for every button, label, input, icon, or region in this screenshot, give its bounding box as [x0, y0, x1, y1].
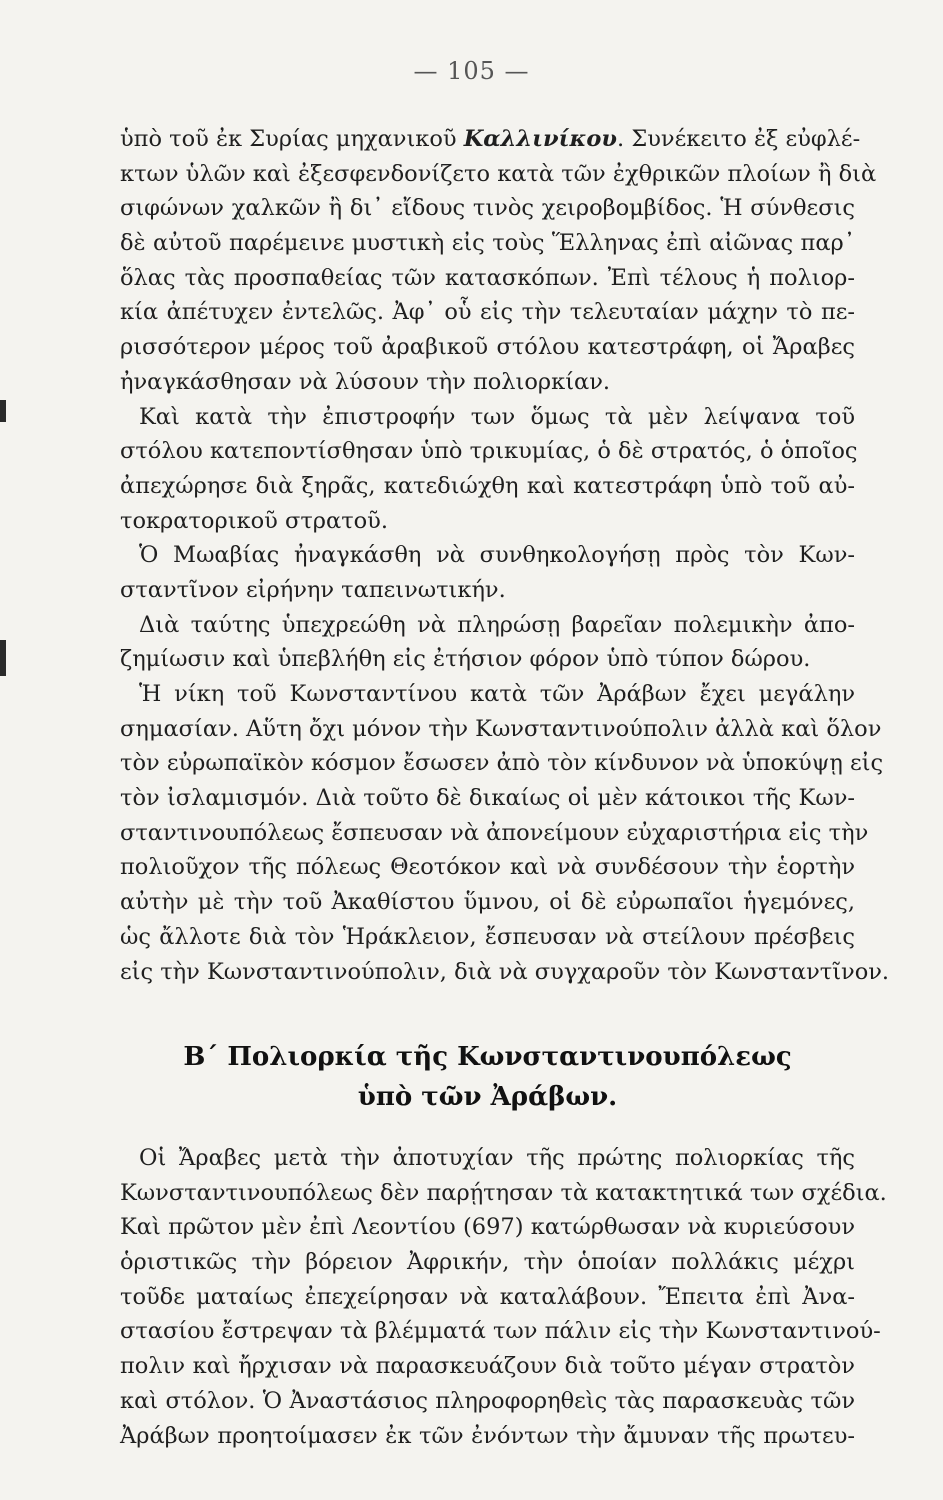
text-run: Καὶ κατὰ τὴν ἐπιστροφήν των ὅμως τὰ μὲν λείψανα τοῦ [139, 403, 855, 430]
text-line [120, 1245, 855, 1280]
text-run: στασίου ἔστρεψαν τὰ βλέμματά των πάλιν εἰς τὴν Κωνσταντινού- [120, 1318, 881, 1345]
text-run: σταντῖνον εἰρήνην ταπεινωτικήν. [120, 576, 506, 603]
text-line [120, 1349, 855, 1384]
text-run: κία ἀπέτυχεν ἐντελῶς. Ἀφ᾽ οὗ εἰς τὴν τελευταίαν μάχην τὸ πε- [120, 299, 855, 326]
text-run: τοκρατορικοῦ στρατοῦ. [120, 507, 389, 534]
text-line [120, 1141, 855, 1176]
page-number: — 105 — [413, 57, 530, 85]
text-run: αὐτὴν μὲ τὴν τοῦ Ἀκαθίστου ὕμνου, οἱ δὲ εὐρωπαῖοι ἡγεμόνες, [120, 889, 855, 916]
text-line [120, 608, 855, 643]
body-text-lower [120, 1141, 887, 1453]
text-run: τὸν εὐρωπαϊκὸν κόσμον ἔσωσεν ἀπὸ τὸν κίνδυνον νὰ ὑποκύψῃ εἰς [120, 750, 884, 777]
text-run: εἰς τὴν Κωνσταντινούπολιν, διὰ νὰ συγχαροῦν τὸν Κωνσταντῖνον. [120, 958, 890, 985]
text-run: Οἱ Ἄραβες μετὰ τὴν ἀποτυχίαν τῆς πρώτης πολιορκίας τῆς [139, 1145, 855, 1171]
text-line [120, 1210, 855, 1245]
text-run: ὁριστικῶς τὴν βόρειον Ἀφρικήν, τὴν ὁποίαν πολλάκις μέχρι [120, 1249, 855, 1276]
body-text-upper [120, 122, 890, 989]
text-run: ρισσότερον μέρος τοῦ ἀραβικοῦ στόλου κατεστράφη, οἱ Ἄραβες [120, 334, 855, 361]
text-line [120, 850, 855, 885]
text-line [120, 955, 890, 990]
text-line [120, 1314, 881, 1349]
scan-edge-mark [0, 640, 6, 676]
text-line [120, 295, 855, 330]
text-line [120, 400, 855, 435]
text-line [120, 365, 855, 400]
text-run: πολιοῦχον τῆς πόλεως Θεοτόκον καὶ νὰ συνδέσουν τὴν ἑορτὴν [120, 854, 855, 881]
text-line [120, 504, 855, 539]
text-run: τοῦδε ματαίως ἐπεχείρησαν νὰ καταλάβουν. Ἔπειτα ἐπὶ Ἀνα- [120, 1283, 855, 1310]
text-line [120, 538, 855, 573]
section-heading-line-1: Β΄ Πολιορκία τῆς Κωνσταντινουπόλεως [183, 1042, 792, 1072]
text-line [120, 885, 855, 920]
text-line [120, 1280, 855, 1315]
text-line [120, 712, 882, 747]
text-line [120, 261, 855, 296]
text-line [120, 781, 855, 816]
text-run: σταντινουπόλεως ἔσπευσαν νὰ ἀπονείμουν εὐχαριστήρια εἰς τὴν [120, 819, 869, 846]
text-run: τὸν ἰσλαμισμόν. Διὰ τοῦτο δὲ δικαίως οἱ μὲν κάτοικοι τῆς Κων- [120, 785, 855, 812]
text-line [120, 642, 855, 677]
text-line [120, 1176, 887, 1211]
text-run: δὲ αὐτοῦ παρέμεινε μυστικὴ εἰς τοὺς Ἕλληνας ἐπὶ αἰῶνας παρ᾽ [120, 230, 855, 257]
emphasized-text: Καλλινίκου [463, 126, 618, 152]
text-line [120, 469, 855, 504]
text-run: Καὶ πρῶτον μὲν ἐπὶ Λεοντίου (697) κατώρθωσαν νὰ κυριεύσουν [120, 1214, 855, 1241]
text-run: πολιν καὶ ἤρχισαν νὰ παρασκευάζουν διὰ τοῦτο μέγαν στρατὸν [120, 1353, 855, 1380]
text-run: . Συνέκειτο ἐξ εὐφλέ- [617, 126, 861, 152]
text-line [120, 746, 884, 781]
text-line [120, 920, 855, 955]
text-run: Κωνσταντινουπόλεως δὲν παρῄτησαν τὰ κατακτητικά των σχέδια. [120, 1179, 887, 1206]
text-run: ἀπεχώρησε διὰ ξηρᾶς, κατεδιώχθη καὶ κατεστράφη ὑπὸ τοῦ αὐ- [120, 472, 855, 499]
text-run: Ἀράβων προητοίμασεν ἐκ τῶν ἐνόντων τὴν ἄμυναν τῆς πρωτευ- [120, 1422, 855, 1449]
text-run: Ἡ νίκη τοῦ Κωνσταντίνου κατὰ τῶν Ἀράβων ἔχει μεγάλην [139, 681, 855, 707]
section-heading-line-2: ὑπὸ τῶν Ἀράβων. [357, 1082, 618, 1112]
text-run: σημασίαν. Αὕτη ὄχι μόνον τὴν Κωνσταντινούπολιν ἀλλὰ καὶ ὅλον [120, 715, 882, 742]
text-run: ὡς ἄλλοτε διὰ τὸν Ἡράκλειον, ἔσπευσαν νὰ στείλουν πρέσβεις [120, 923, 855, 950]
text-line [120, 157, 877, 192]
text-run: στόλου κατεποντίσθησαν ὑπὸ τρικυμίας, ὁ δὲ στρατός, ὁ ὁποῖος [120, 438, 858, 465]
text-line [120, 226, 855, 261]
text-line [120, 1384, 855, 1419]
scan-edge-mark [0, 400, 6, 422]
text-line [120, 330, 855, 365]
text-run: ἠναγκάσθησαν νὰ λύσουν τὴν πολιορκίαν. [120, 368, 611, 395]
text-line [120, 573, 855, 608]
text-run: ὅλας τὰς προσπαθείας τῶν κατασκόπων. Ἐπὶ τέλους ἡ πολιορ- [120, 264, 855, 291]
text-line [120, 434, 858, 469]
text-run: καὶ στόλον. Ὁ Ἀναστάσιος πληροφορηθεὶς τὰς παρασκευὰς τῶν [120, 1387, 855, 1414]
section-heading [120, 1037, 855, 1117]
text-line [120, 1419, 855, 1454]
text-line [120, 816, 869, 851]
text-run: Διὰ ταύτης ὑπεχρεώθη νὰ πληρώσῃ βαρεῖαν πολεμικὴν ἀπο- [139, 611, 855, 638]
text-run: ζημίωσιν καὶ ὑπεβλήθη εἰς ἐτήσιον φόρον ὑπὸ τύπον δώρου. [120, 646, 811, 673]
text-run: κτων ὑλῶν καὶ ἐξεσφενδονίζετο κατὰ τῶν ἐχθρικῶν πλοίων ἢ διὰ [120, 160, 877, 187]
text-run: Ὁ Μωαβίας ἠναγκάσθη νὰ συνθηκολογήσῃ πρὸς τὸν Κων- [139, 542, 855, 569]
text-run: ὑπὸ τοῦ ἐκ Συρίας μηχανικοῦ [120, 126, 464, 152]
text-line [120, 191, 855, 226]
text-line [120, 677, 855, 712]
text-line [120, 122, 861, 157]
text-run: σιφώνων χαλκῶν ἢ δι᾽ εἴδους τινὸς χειροβομβίδος. Ἡ σύνθεσις [120, 195, 855, 222]
